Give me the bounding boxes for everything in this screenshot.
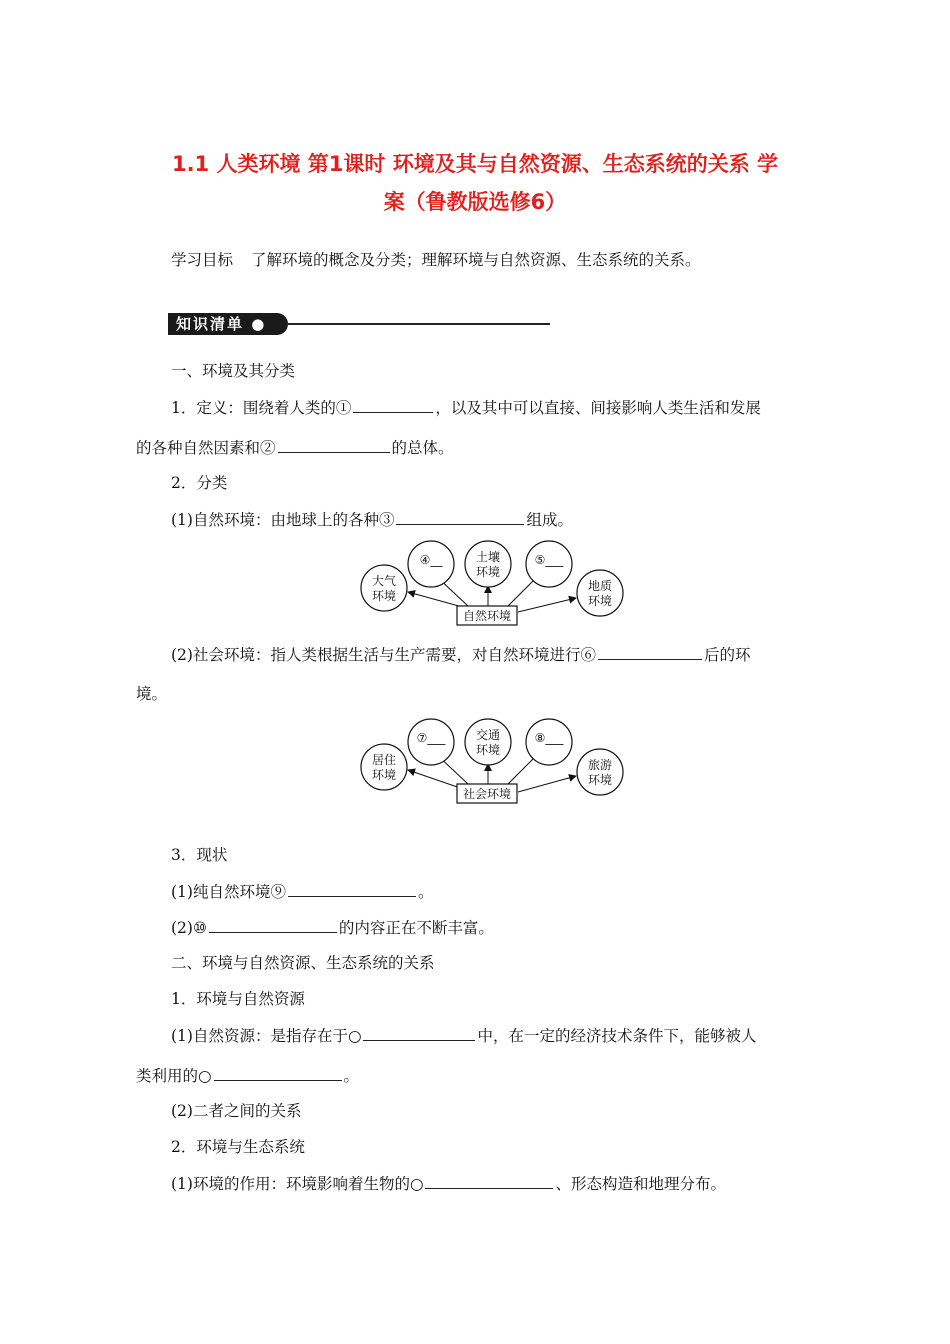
svg-text:交通: 交通: [475, 728, 501, 742]
node-geology: [577, 570, 623, 616]
social-environment-diagram: [356, 712, 626, 804]
svg-text:环境: 环境: [475, 743, 501, 757]
learning-objective: [171, 250, 701, 270]
node-tourism: [577, 749, 623, 795]
objective-text: 了解环境的概念及分类；理解环境与自然资源、生态系统的关系。: [251, 251, 701, 269]
blank-10[interactable]: [209, 917, 337, 933]
blank-1[interactable]: [353, 397, 433, 413]
blank-12[interactable]: [214, 1065, 342, 1081]
svg-text:④__: ④__: [419, 553, 443, 567]
natural-environment-line: (1)自然环境：由地球上的各种③ 组成。: [171, 511, 573, 529]
blank-2[interactable]: [278, 437, 390, 453]
svg-text:⑦___: ⑦___: [416, 731, 446, 745]
resources-line2: 类利用的○ 。: [136, 1067, 360, 1085]
env-resources-heading: 1．环境与自然资源: [171, 990, 305, 1008]
svg-text:环境: 环境: [587, 773, 613, 787]
section1-heading: 一、环境及其分类: [171, 362, 296, 380]
blank-6[interactable]: [598, 644, 702, 660]
document-title-line2: 案（鲁教版选修6）: [383, 190, 567, 214]
social-environment-line2: 境。: [136, 685, 168, 703]
svg-text:环境: 环境: [371, 589, 397, 603]
document-title-line1: 1.1 人类环境 第1课时 环境及其与自然资源、生态系统的关系 学: [171, 152, 779, 176]
blank-11[interactable]: [363, 1025, 475, 1041]
svg-text:⑤___: ⑤___: [534, 553, 564, 567]
blank-9[interactable]: [288, 881, 416, 897]
status-line2: (2)⑩ 的内容正在不断丰富。: [171, 919, 494, 937]
svg-text:环境: 环境: [587, 594, 613, 608]
svg-text:自然环境: 自然环境: [462, 609, 512, 623]
blank-3[interactable]: [396, 509, 524, 525]
node-atmosphere: [361, 565, 407, 611]
knowledge-list-banner: 知识清单 ●: [168, 313, 288, 335]
banner-divider: [288, 323, 550, 325]
svg-text:⑧___: ⑧___: [534, 731, 564, 745]
blank-13[interactable]: [425, 1173, 553, 1189]
definition-line2: 的各种自然因素和② 的总体。: [136, 439, 454, 457]
definition-line1: 1．定义：围绕着人类的① ，以及其中可以直接、间接影响人类生活和发展: [171, 399, 761, 417]
social-environment-line1: (2)社会环境：指人类根据生活与生产需要，对自然环境进行⑥ 后的环: [171, 646, 751, 664]
natural-environment-diagram: [356, 536, 626, 628]
svg-text:社会环境: 社会环境: [462, 787, 512, 801]
env-ecosystem-heading: 2．环境与生态系统: [171, 1138, 305, 1156]
node-soil: [465, 541, 511, 587]
relationship-line: (2)二者之间的关系: [171, 1102, 302, 1120]
svg-text:地质: 地质: [587, 579, 613, 593]
node-transport: [465, 719, 511, 765]
svg-text:环境: 环境: [371, 768, 397, 782]
svg-text:大气: 大气: [371, 574, 397, 588]
objective-label: 学习目标: [171, 251, 234, 269]
svg-text:环境: 环境: [475, 565, 501, 579]
section2-heading: 二、环境与自然资源、生态系统的关系: [171, 954, 435, 972]
resources-line1: (1)自然资源：是指存在于○ 中，在一定的经济技术条件下，能够被人: [171, 1027, 757, 1045]
classification-heading: 2．分类: [171, 474, 228, 492]
svg-text:旅游: 旅游: [587, 758, 613, 772]
environment-role-line: (1)环境的作用：环境影响着生物的○ 、形态构造和地理分布。: [171, 1175, 726, 1193]
status-heading: 3．现状: [171, 846, 228, 864]
svg-text:土壤: 土壤: [475, 550, 501, 564]
svg-text:居住: 居住: [371, 753, 397, 767]
node-residence: [361, 744, 407, 790]
status-line1: (1)纯自然环境⑨ 。: [171, 883, 434, 901]
